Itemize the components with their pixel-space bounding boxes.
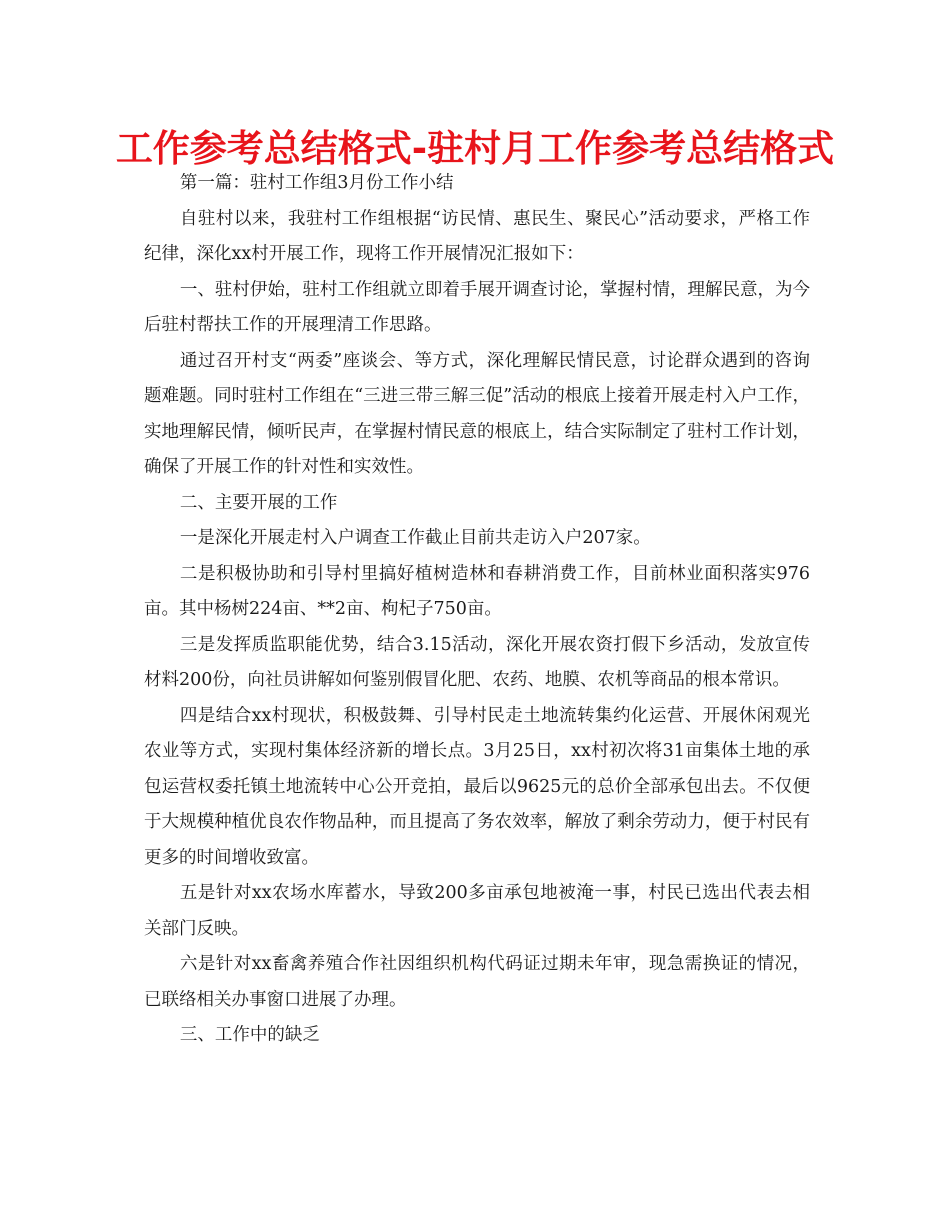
paragraph: 通过召开村支“两委”座谈会、等方式，深化理解民情民意，讨论群众遇到的咨询题难题。同时驻村工作组在“三进三带三解三促”活动的根底上接着开展走村入户工作，实地理解民情，倾听民声，在掌握村情民意的根底上，结合实际制定了驻村工作计划，确保了开展工作的针对性和实效性。 <box>144 350 810 477</box>
section-heading: 三、工作中的缺乏 <box>179 1025 320 1045</box>
document-body <box>144 166 810 1054</box>
paragraph: 一、驻村伊始，驻村工作组就立即着手展开调查讨论，掌握村情，理解民意，为今后驻村帮扶工作的开展理清工作思路。 <box>144 279 810 335</box>
paragraph: 三是发挥质监职能优势，结合3.15活动，深化开展农资打假下乡活动，发放宣传材料200份，向社员讲解如何鉴别假冒化肥、农药、地膜、农机等商品的根本常识。 <box>144 634 810 690</box>
paragraph: 五是针对xx农场水库蓄水，导致200多亩承包地被淹一事，村民已选出代表去相关部门反映。 <box>144 883 810 939</box>
paragraph: 一是深化开展走村入户调查工作截止目前共走访入户207家。 <box>179 528 651 548</box>
paragraph: 自驻村以来，我驻村工作组根据“访民情、惠民生、聚民心”活动要求，严格工作纪律，深化xx村开展工作，现将工作开展情况汇报如下： <box>144 208 810 264</box>
document-title: 工作参考总结格式-驻村月工作参考总结格式 <box>115 127 835 170</box>
paragraph: 四是结合xx村现状，积极鼓舞、引导村民走土地流转集约化运营、开展休闲观光农业等方式，实现村集体经济新的增长点。3月25日，xx村初次将31亩集体土地的承包运营权委托镇土地流转中心公开竞拍，最后以9625元的总价全部承包出去。不仅便于大规模种植优良农作物品种，而且提高了务农效率，解放了剩余劳动力，便于村民有更多的时间增收致富。 <box>144 705 810 868</box>
paragraph: 二是积极协助和引导村里搞好植树造林和春耕消费工作，目前林业面积落实976亩。其中杨树224亩、**2亩、枸杞子750亩。 <box>144 563 810 619</box>
paragraph: 六是针对xx畜禽养殖合作社因组织机构代码证过期未年审，现急需换证的情况，已联络相关办事窗口进展了办理。 <box>144 954 810 1010</box>
section-heading: 二、主要开展的工作 <box>179 492 338 513</box>
section-heading: 第一篇：驻村工作组3月份工作小结 <box>179 173 454 193</box>
